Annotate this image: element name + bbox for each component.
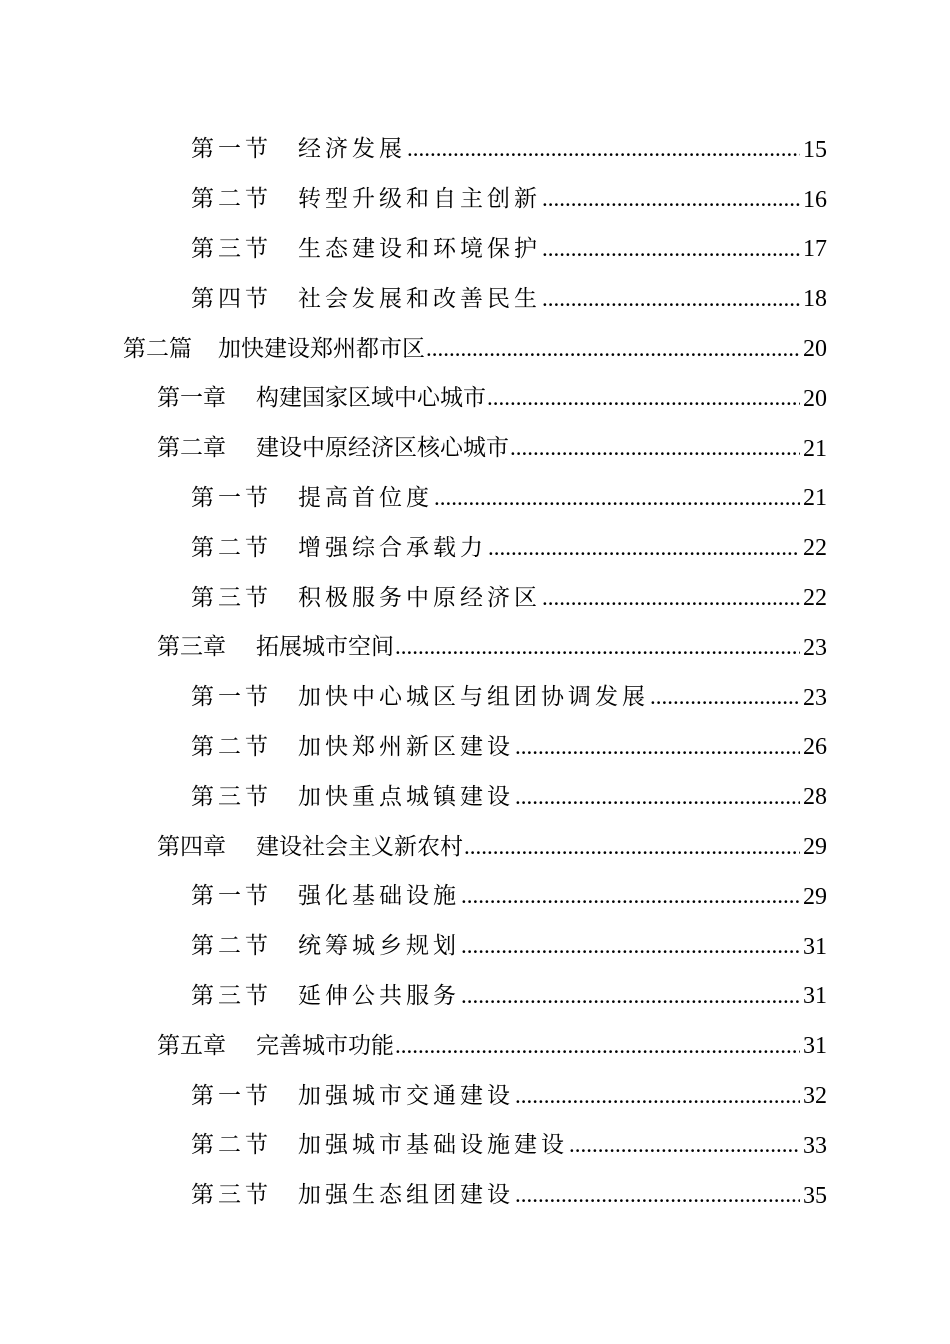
- toc-entry[interactable]: [0, 573, 950, 623]
- toc-entry-label: 第三节: [191, 982, 272, 1009]
- dot-leader: [487, 386, 800, 409]
- toc-entry[interactable]: [0, 274, 950, 324]
- dot-leader: [407, 137, 800, 160]
- dot-leader: [515, 735, 800, 758]
- toc-entry-title: 提高首位度: [298, 484, 433, 511]
- toc-entry-title: 积极服务中原经济区: [298, 584, 541, 611]
- toc-entry-label: 第一节: [191, 136, 272, 163]
- toc-entry-page: 29: [803, 883, 827, 910]
- dot-leader: [488, 536, 800, 559]
- toc-entry-title: 转型升级和自主创新: [298, 186, 541, 213]
- toc-entry-label: 第三节: [191, 235, 272, 262]
- dot-leader: [542, 287, 800, 310]
- toc-entry[interactable]: [0, 1071, 950, 1121]
- toc-entry-page: 18: [803, 286, 827, 313]
- toc-entry-page: 35: [803, 1182, 827, 1209]
- toc-entry-title: 加快建设郑州都市区: [218, 335, 425, 362]
- toc-chapter-entry[interactable]: [0, 1021, 950, 1071]
- dot-leader: [395, 635, 800, 658]
- toc-entry-page: 32: [803, 1083, 827, 1110]
- toc-entry-title: 加强城市基础设施建设: [298, 1132, 568, 1159]
- toc-part-entry[interactable]: [0, 324, 950, 374]
- toc-entry[interactable]: [0, 474, 950, 524]
- toc-chapter-entry[interactable]: [0, 623, 950, 673]
- toc-entry-title: 建设社会主义新农村: [256, 833, 463, 860]
- toc-entry-page: 22: [803, 585, 827, 612]
- toc-entry[interactable]: [0, 1171, 950, 1221]
- toc-entry-title: 构建国家区域中心城市: [256, 385, 486, 412]
- toc-entry-page: 21: [803, 485, 827, 512]
- toc-entry-label: 第二节: [191, 933, 272, 960]
- toc-entry-label: 第一节: [191, 883, 272, 910]
- toc-entry-title: 加快郑州新区建设: [298, 733, 514, 760]
- dot-leader: [510, 436, 800, 459]
- toc-entry-page: 33: [803, 1132, 827, 1159]
- toc-entry-label: 第一节: [191, 684, 272, 711]
- toc-entry-title: 拓展城市空间: [256, 634, 394, 661]
- toc-entry-label: 第二节: [191, 186, 272, 213]
- toc-entry-page: 15: [803, 136, 827, 163]
- toc-entry-title: 增强综合承载力: [298, 534, 487, 561]
- toc-entry[interactable]: [0, 772, 950, 822]
- toc-entry-page: 31: [803, 1033, 827, 1060]
- toc-entry-page: 17: [803, 236, 827, 263]
- toc-entry[interactable]: [0, 175, 950, 225]
- toc-chapter-entry[interactable]: [0, 374, 950, 424]
- dot-leader: [426, 337, 800, 360]
- toc-entry-title: 加快中心城区与组团协调发展: [298, 684, 649, 711]
- toc-entry-title: 加强生态组团建设: [298, 1182, 514, 1209]
- toc-entry-title: 统筹城乡规划: [298, 933, 460, 960]
- toc-entry-title: 延伸公共服务: [298, 982, 460, 1009]
- toc-entry-label: 第三节: [191, 584, 272, 611]
- toc-entry-page: 20: [803, 336, 827, 363]
- toc-entry-label: 第一章: [157, 385, 226, 412]
- dot-leader: [515, 1084, 800, 1107]
- toc-entry-label: 第三节: [191, 1182, 272, 1209]
- dot-leader: [515, 1183, 800, 1206]
- toc-entry-label: 第一节: [191, 1082, 272, 1109]
- toc-entry-page: 28: [803, 784, 827, 811]
- toc-entry-label: 第四节: [191, 285, 272, 312]
- toc-entry[interactable]: [0, 922, 950, 972]
- dot-leader: [515, 785, 800, 808]
- toc-entry-title: 生态建设和环境保护: [298, 235, 541, 262]
- toc-entry[interactable]: [0, 972, 950, 1022]
- toc-entry[interactable]: [0, 225, 950, 275]
- toc-entry[interactable]: [0, 723, 950, 773]
- toc-entry-title: 社会发展和改善民生: [298, 285, 541, 312]
- toc-entry-page: 26: [803, 734, 827, 761]
- toc-entry[interactable]: [0, 1121, 950, 1171]
- toc-entry-page: 23: [803, 684, 827, 711]
- toc-entry-title: 完善城市功能: [256, 1032, 394, 1059]
- toc-chapter-entry[interactable]: [0, 424, 950, 474]
- toc-entry-label: 第三章: [157, 634, 226, 661]
- toc-entry-title: 加快重点城镇建设: [298, 783, 514, 810]
- toc-entry-label: 第五章: [157, 1032, 226, 1059]
- toc-entry-title: 建设中原经济区核心城市: [256, 435, 509, 462]
- toc-chapter-entry[interactable]: [0, 822, 950, 872]
- toc-entry-label: 第三节: [191, 783, 272, 810]
- toc-entry[interactable]: [0, 872, 950, 922]
- toc-entry-label: 第二章: [157, 435, 226, 462]
- dot-leader: [542, 187, 800, 210]
- dot-leader: [395, 1034, 800, 1057]
- toc-entry-page: 31: [803, 933, 827, 960]
- toc-entry-page: 16: [803, 186, 827, 213]
- dot-leader: [542, 237, 800, 260]
- dot-leader: [464, 835, 800, 858]
- toc-entry-page: 22: [803, 535, 827, 562]
- toc-entry-label: 第二节: [191, 733, 272, 760]
- toc-entry-page: 21: [803, 435, 827, 462]
- dot-leader: [569, 1133, 800, 1156]
- toc-entry-page: 31: [803, 983, 827, 1010]
- toc-entry-label: 第四章: [157, 833, 226, 860]
- dot-leader: [461, 934, 800, 957]
- dot-leader: [542, 586, 800, 609]
- toc-entry[interactable]: [0, 125, 950, 175]
- toc-entry[interactable]: [0, 523, 950, 573]
- dot-leader: [461, 884, 800, 907]
- toc-entry-title: 经济发展: [298, 136, 406, 163]
- dot-leader: [650, 685, 800, 708]
- toc-entry-label: 第二节: [191, 534, 272, 561]
- toc-entry-label: 第一节: [191, 484, 272, 511]
- toc-entry-label: 第二节: [191, 1132, 272, 1159]
- toc-entry-page: 29: [803, 834, 827, 861]
- toc-entry-page: 20: [803, 385, 827, 412]
- table-of-contents: [0, 125, 950, 1221]
- dot-leader: [434, 486, 800, 509]
- toc-entry-title: 加强城市交通建设: [298, 1082, 514, 1109]
- toc-entry[interactable]: [0, 673, 950, 723]
- dot-leader: [461, 984, 800, 1007]
- toc-entry-label: 第二篇: [123, 335, 192, 362]
- toc-entry-page: 23: [803, 634, 827, 661]
- toc-entry-title: 强化基础设施: [298, 883, 460, 910]
